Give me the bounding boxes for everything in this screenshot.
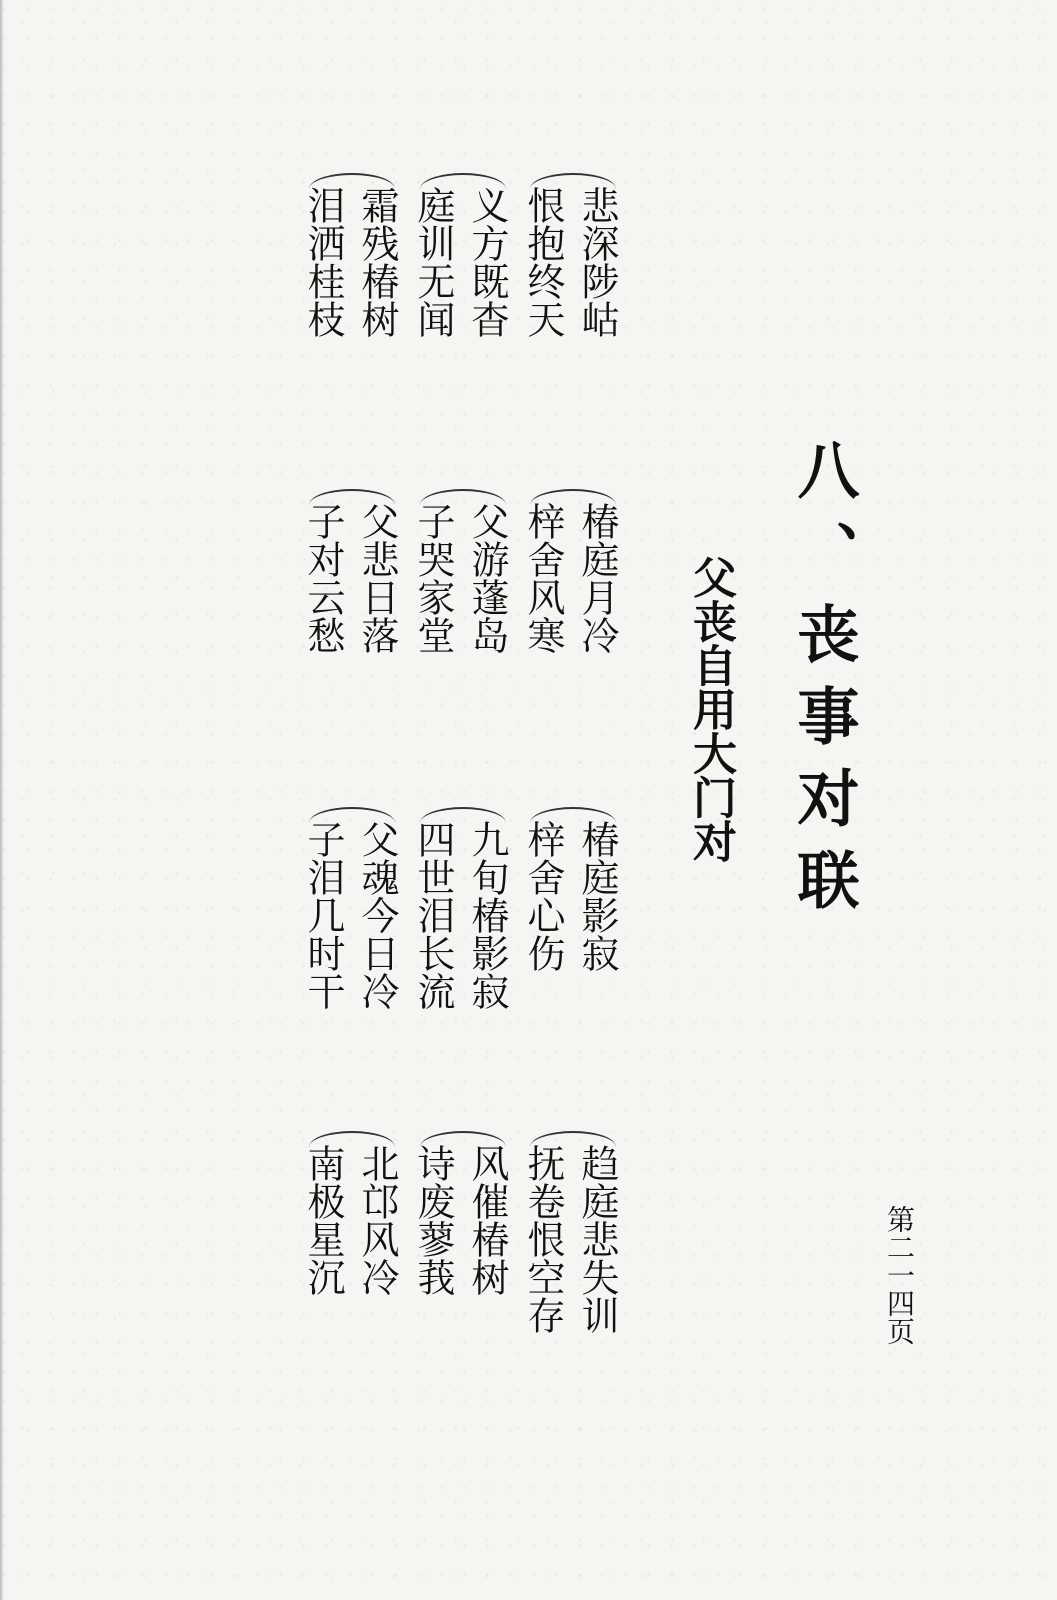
couplet-lower-line: 抚卷恨空存 bbox=[521, 1144, 565, 1334]
couplet-upper-line: 父游蓬岛 bbox=[465, 502, 509, 654]
page-number: 第二一四页 bbox=[883, 1205, 916, 1345]
couplet-lower-line: 四世泪长流 bbox=[411, 820, 455, 1010]
couplet-lower-line: 梓舍心伤 bbox=[521, 820, 565, 972]
page-edge-shadow bbox=[0, 0, 4, 1600]
couplet-lower-line: 诗废蓼莪 bbox=[411, 1144, 455, 1296]
couplet-upper-line: 椿庭影寂 bbox=[575, 820, 619, 972]
couplet-upper-line: 父悲日落 bbox=[355, 502, 399, 654]
couplet-upper-line: 霜残椿树 bbox=[355, 186, 399, 338]
couplet-upper-line: 椿庭月冷 bbox=[575, 502, 619, 654]
couplet-lower-line: 泪洒桂枝 bbox=[301, 186, 345, 338]
couplet-lower-line: 南极星沉 bbox=[301, 1144, 345, 1296]
section-subtitle: 父丧自用大门对 bbox=[685, 555, 736, 863]
couplet-upper-line: 北邙风冷 bbox=[355, 1144, 399, 1296]
couplet-lower-line: 子对云愁 bbox=[301, 502, 345, 654]
couplet-upper-line: 义方既杳 bbox=[465, 186, 509, 338]
couplet-upper-line: 风催椿树 bbox=[465, 1144, 509, 1296]
couplet-lower-line: 子泪几时干 bbox=[301, 820, 345, 1010]
couplet-upper-line: 趋庭悲失训 bbox=[575, 1144, 619, 1334]
couplet-upper-line: 父魂今日冷 bbox=[355, 820, 399, 1010]
couplet-lower-line: 子哭家堂 bbox=[411, 502, 455, 654]
couplet-upper-line: 九旬椿影寂 bbox=[465, 820, 509, 1010]
couplet-lower-line: 庭训无闻 bbox=[411, 186, 455, 338]
couplet-upper-line: 悲深陟岵 bbox=[575, 186, 619, 338]
chapter-title: 八、丧事对联 bbox=[787, 438, 860, 930]
couplet-lower-line: 梓舍风寒 bbox=[521, 502, 565, 654]
couplet-lower-line: 恨抱终天 bbox=[521, 186, 565, 338]
